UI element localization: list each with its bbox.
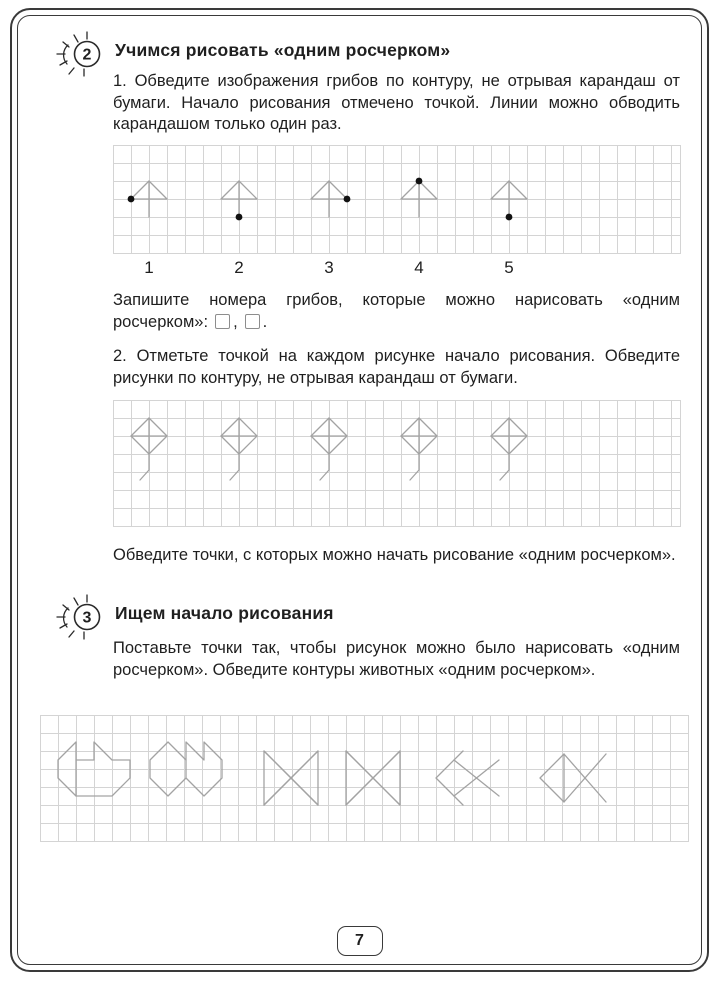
task-followup: Обведите точки, с которых можно начать рисование «одним росчерком».	[113, 546, 676, 564]
figure-number-label: 2	[234, 258, 244, 277]
sun-badge-icon	[52, 591, 108, 648]
animal-figure-6	[540, 751, 612, 805]
figure-number-label: 3	[324, 258, 334, 277]
grid-paper-kites	[113, 400, 681, 527]
kite-figure-1	[122, 418, 176, 490]
section-badge-number: 3	[82, 609, 92, 627]
animal-figure-2	[150, 742, 222, 805]
grid-paper-animals	[40, 715, 689, 842]
start-dot	[416, 178, 423, 185]
figure-number-label: 1	[144, 258, 154, 277]
task-paragraph-2: 2. Отметьте точкой на каждом рисунке начало рисования. Обведите рисунки по контуру, не отрывая карандаш от бумаги.	[113, 347, 680, 387]
answer-line	[113, 290, 680, 333]
animal-figure-5	[436, 751, 508, 805]
mushroom-figure-1	[122, 181, 176, 235]
kite-figure-4	[392, 418, 446, 490]
section-title: Учимся рисовать «одним росчерком»	[115, 40, 451, 60]
section-badge-number: 2	[82, 46, 92, 64]
task-paragraph-1: 1. Обведите изображения грибов по контуру, не отрывая карандаш от бумаги. Начало рисования отмечено точкой. Линии можно обводить карандашом только один раз.	[113, 72, 680, 133]
animal-figure-1	[58, 742, 130, 805]
figure-number-label: 4	[414, 258, 424, 277]
animal-figure-3	[264, 751, 318, 805]
answer-separator: ,	[233, 312, 238, 331]
answer-box-1[interactable]	[215, 314, 230, 329]
start-dot	[128, 196, 135, 203]
sun-badge-icon	[52, 28, 108, 85]
kite-figure-3	[302, 418, 356, 490]
mushroom-figure-3	[302, 181, 356, 235]
kite-figure-5	[482, 418, 536, 490]
start-dot	[344, 196, 351, 203]
answer-terminator: .	[262, 312, 268, 331]
section-title: Ищем начало рисования	[115, 603, 334, 623]
answer-prompt: Запишите номера грибов, которые можно нарисовать «одним росчерком»:	[113, 291, 680, 331]
page-number-tab	[337, 926, 383, 956]
grid-paper-mushrooms	[113, 145, 681, 254]
mushroom-figure-2	[212, 181, 266, 235]
start-dot	[236, 214, 243, 221]
page-number: 7	[355, 932, 364, 949]
answer-box-2[interactable]	[245, 314, 260, 329]
mushroom-figure-4	[392, 181, 446, 235]
animal-figure-4	[346, 751, 400, 805]
figure-number-label: 5	[504, 258, 514, 277]
mushroom-figure-5	[482, 181, 536, 235]
kite-figure-2	[212, 418, 266, 490]
start-dot	[506, 214, 513, 221]
task-paragraph-3: Поставьте точки так, чтобы рисунок можно было нарисовать «одним росчерком». Обведите контуры животных «одним росчерком».	[113, 639, 680, 679]
